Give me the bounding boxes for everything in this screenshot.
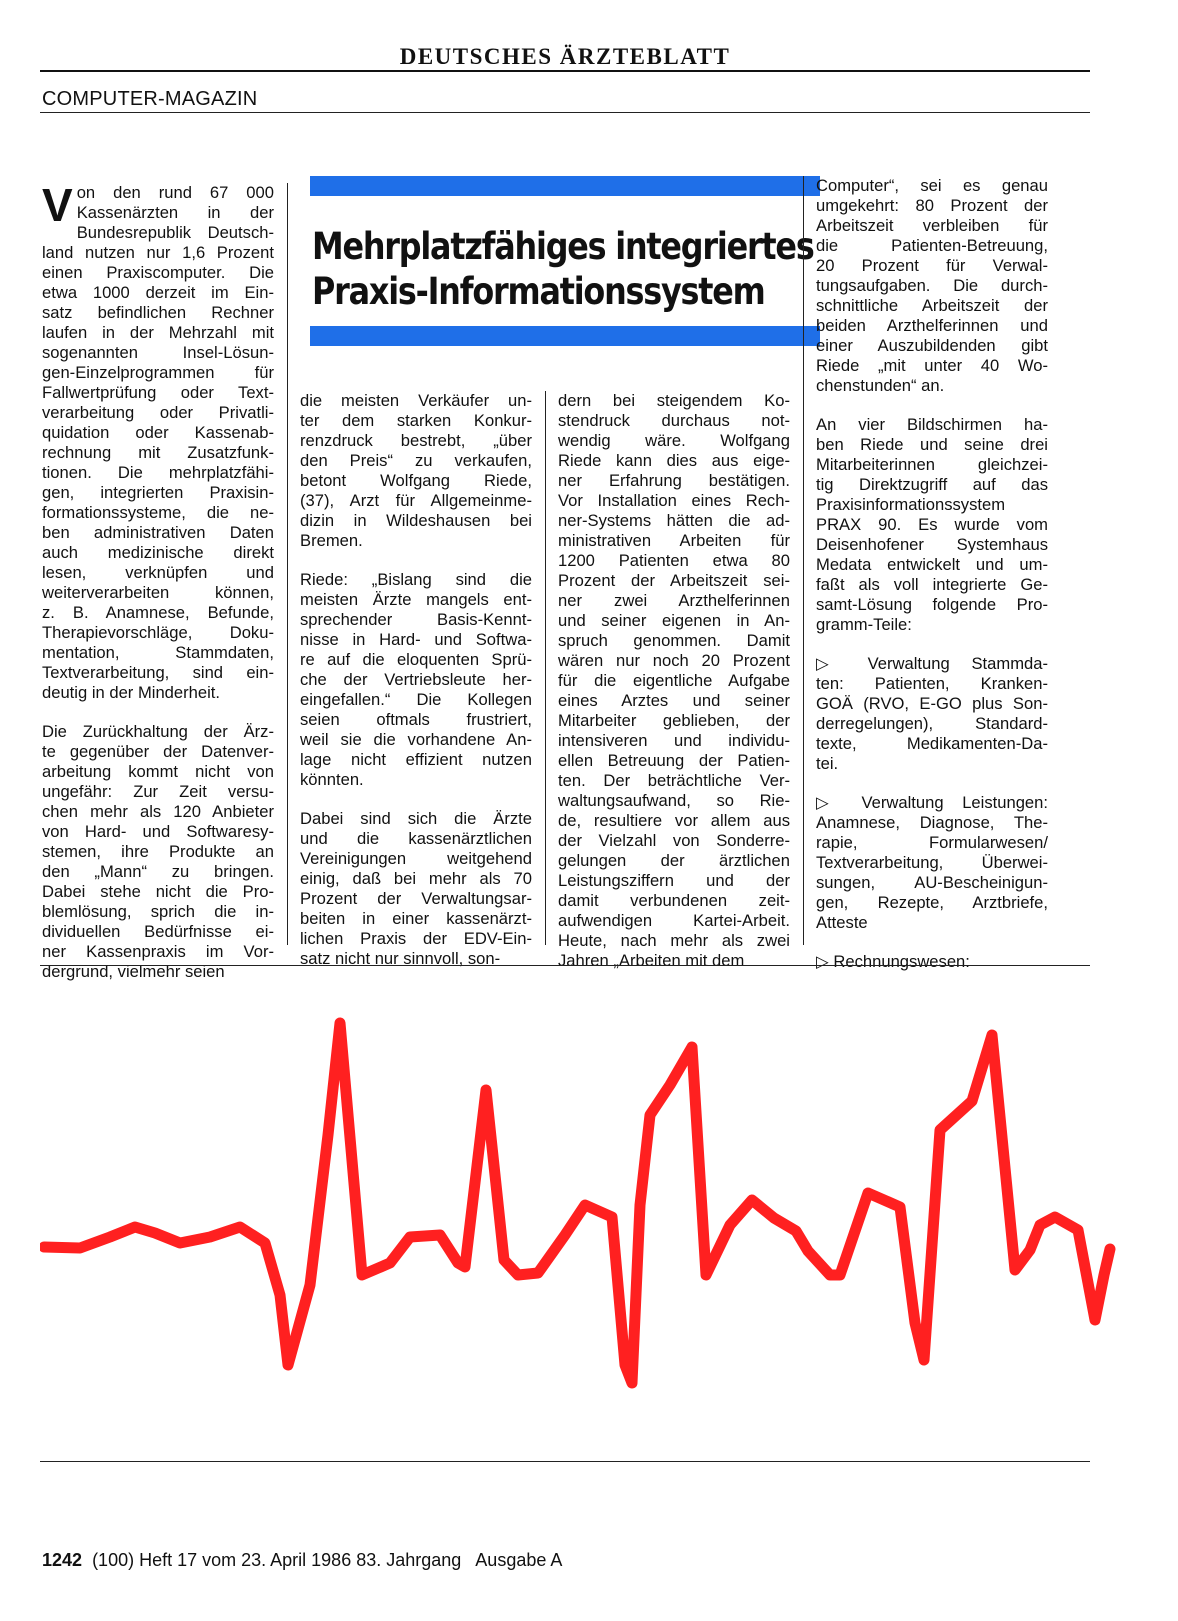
footer	[42, 1550, 562, 1571]
text-line: Prozent der Verwaltungsar-	[300, 889, 532, 908]
text-line: sogenannten Insel-Lösun-	[42, 343, 274, 362]
section-rule	[40, 112, 1090, 113]
text-line: Textverarbeitung, Überwei-	[816, 853, 1048, 872]
article-column-4	[816, 176, 1048, 991]
text-line: lesen, verknüpfen und	[42, 563, 274, 582]
text-line: te gegenüber der Datenver-	[42, 742, 274, 761]
text-line: Praxisinformationssystem	[816, 495, 1006, 514]
text-line: chenstunden“ an.	[816, 376, 945, 395]
paragraph	[42, 722, 274, 982]
headline-bottom-bar	[310, 326, 820, 346]
text-line: satz nicht nur sinnvoll, son-	[300, 949, 501, 968]
paragraph	[558, 391, 790, 971]
text-line: Riede: „Bislang sind die	[300, 570, 532, 589]
text-line: dividuellen Bedürfnisse ei-	[42, 922, 274, 941]
text-line: arbeitung kommt nicht von	[42, 762, 274, 781]
text-line: einer Auszubildenden gibt	[816, 336, 1048, 355]
paragraph	[300, 391, 532, 551]
text-line: Therapievorschläge, Doku-	[42, 623, 274, 642]
article-column-1	[42, 179, 274, 1001]
text-line: ner zwei Arzthelferinnen	[558, 591, 790, 610]
text-line: aufwendigen Kartei-Arbeit.	[558, 911, 790, 930]
issue-info: (100) Heft 17 vom 23. April 1986 83. Jahrgang Ausgabe A	[92, 1550, 563, 1570]
text-line: (37), Arzt für Allgemeinme-	[300, 491, 532, 510]
text-line: samt-Lösung folgende Pro-	[816, 595, 1048, 614]
masthead-rule	[40, 70, 1090, 72]
headline-line-1: Mehrplatzfähiges integriertes	[312, 225, 814, 268]
text-line: formationssysteme, die ne-	[42, 503, 274, 522]
headline-top-bar	[310, 176, 820, 196]
text-line: dern bei steigendem Ko-	[558, 391, 790, 410]
text-line: renzdruck bestrebt, „über	[300, 431, 532, 450]
text-line: Bundesrepublik Deutsch-	[76, 223, 274, 242]
text-line: weil sie die vorhandene An-	[300, 730, 532, 749]
paragraph	[300, 570, 532, 790]
text-line: on den rund 67 000	[76, 183, 274, 202]
headline-line-2: Praxis-Informationssystem	[312, 270, 765, 313]
text-line: Kassenärzten in der	[76, 203, 274, 222]
text-line: Arbeitszeit verbleiben für	[816, 216, 1048, 235]
text-line: von Hard- und Softwaresy-	[42, 822, 274, 841]
text-line: ministrativen Arbeiten für	[558, 531, 790, 550]
column-divider-3	[803, 176, 804, 945]
text-line: dizin in Wildeshausen bei	[300, 511, 532, 530]
text-line: einen Praxiscomputer. Die	[42, 263, 274, 282]
text-line: schnittliche Arbeitszeit der	[816, 296, 1048, 315]
text-line: Textverarbeitung, sind ein-	[42, 663, 274, 682]
text-line: gen-Einzelprogrammen für	[42, 363, 274, 382]
text-line: nisse in Hard- und Softwa-	[300, 630, 532, 649]
column-divider-2	[545, 391, 546, 945]
text-line: quidation oder Kassenab-	[42, 423, 274, 442]
text-line: PRAX 90. Es wurde vom	[816, 515, 1048, 534]
text-line: GOÄ (RVO, E-GO plus Son-	[816, 694, 1048, 713]
text-line: wendig wäre. Wolfgang	[558, 431, 790, 450]
text-line: lage nicht effizient nutzen	[300, 750, 532, 769]
ecg-trace-icon	[40, 1005, 1138, 1450]
text-line: betont Wolfgang Riede,	[300, 471, 532, 490]
text-line: ner-Systems hätten die ad-	[558, 511, 790, 530]
text-line: faßt als voll integrierte Ge-	[816, 575, 1048, 594]
text-line: de, resultiere vor allem aus	[558, 811, 790, 830]
paragraph	[816, 654, 1048, 774]
footer-rule	[40, 1461, 1090, 1462]
text-line: Dabei sind sich die Ärzte	[300, 809, 532, 828]
text-line: 20 Prozent für Verwal-	[816, 256, 1048, 275]
text-line: die meisten Verkäufer un-	[300, 391, 532, 410]
text-line: Medata entwickelt und um-	[816, 555, 1048, 574]
text-line: tionen. Die mehrplatzfähi-	[42, 463, 274, 482]
drop-cap: V	[42, 179, 73, 231]
text-line: Atteste	[816, 913, 868, 932]
text-line: intensiveren und individu-	[558, 731, 790, 750]
text-line: Mitarbeiter geblieben, der	[558, 711, 790, 730]
text-line: weiterverarbeiten können,	[42, 583, 274, 602]
text-line: ▷ Rechnungswesen:	[816, 952, 970, 971]
text-line: rapie, Formularwesen/	[816, 833, 1048, 852]
text-line: ben Riede und seine drei	[816, 435, 1048, 454]
text-line: ▷ Verwaltung Stammda-	[816, 654, 1048, 673]
text-line: tungsaufgaben. Die durch-	[816, 276, 1048, 295]
text-line: Bremen.	[300, 531, 363, 550]
text-line: Prozent der Arbeitszeit sei-	[558, 571, 790, 590]
text-line: land nutzen nur 1,6 Prozent	[42, 243, 274, 262]
text-line: auch medizinische direkt	[42, 543, 274, 562]
text-line: Leistungsziffern und der	[558, 871, 790, 890]
text-line: texte, Medikamenten-Da-	[816, 734, 1048, 753]
text-line: für die eigentliche Aufgabe	[558, 671, 790, 690]
headline	[312, 224, 814, 314]
text-line: und seiner eigenen in An-	[558, 611, 790, 630]
paragraph	[816, 793, 1048, 933]
text-line: könnten.	[300, 770, 364, 789]
text-line: tei.	[816, 754, 839, 773]
text-line: beiten in einer kassenärzt-	[300, 909, 532, 928]
section-label: COMPUTER-MAGAZIN	[42, 88, 258, 110]
text-line: tig Direktzugriff auf das	[816, 475, 1048, 494]
text-line: che der Vertriebsleute her-	[300, 670, 532, 689]
text-line: verarbeitung oder Privatli-	[42, 403, 274, 422]
text-line: ner Kassenpraxis im Vor-	[42, 942, 274, 961]
text-line: ungefähr: Zur Zeit versu-	[42, 782, 274, 801]
ecg-trace-line	[44, 1023, 1110, 1383]
text-line: sprechender Basis-Kennt-	[300, 610, 532, 629]
text-line: eines Arztes und seiner	[558, 691, 790, 710]
article-column-2	[300, 391, 532, 988]
paragraph	[816, 176, 1048, 396]
text-line: laufen in der Mehrzahl mit	[42, 323, 274, 342]
text-line: lichen Praxis der EDV-Ein-	[300, 929, 532, 948]
text-line: stendruck durchaus not-	[558, 411, 790, 430]
text-line: re auf die eloquenten Sprü-	[300, 650, 532, 669]
text-line: Vor Installation eines Rech-	[558, 491, 790, 510]
paragraph	[300, 809, 532, 969]
text-line: derregelungen), Standard-	[816, 714, 1048, 733]
text-line: etwa 1000 derzeit im Ein-	[42, 283, 274, 302]
text-line: rechnung mit Zusatzfunk-	[42, 443, 274, 462]
text-line: den „Mann“ zu bringen.	[42, 862, 274, 881]
text-line: gramm-Teile:	[816, 615, 912, 634]
text-line: ner Erfahrung bestätigen.	[558, 471, 790, 490]
text-line: Heute, nach mehr als zwei	[558, 931, 790, 950]
text-line: der Vielzahl von Sonderre-	[558, 831, 790, 850]
text-line: ben administrativen Daten	[42, 523, 274, 542]
text-line: gen, integrierten Praxisin-	[42, 483, 274, 502]
text-line: Vereinigungen weitgehend	[300, 849, 532, 868]
text-line: Die Zurückhaltung der Ärz-	[42, 722, 274, 741]
text-line: Fallwertprüfung oder Text-	[42, 383, 274, 402]
text-line: den Preis“ zu verkaufen,	[300, 451, 532, 470]
text-line: gelungen der ärztlichen	[558, 851, 790, 870]
text-line: eingefallen.“ Die Kollegen	[300, 690, 532, 709]
text-line: Dabei stehe nicht die Pro-	[42, 882, 274, 901]
text-line: mentation, Stammdaten,	[42, 643, 274, 662]
text-line: einig, daß bei mehr als 70	[300, 869, 532, 888]
text-line: seien oftmals frustriert,	[300, 710, 532, 729]
text-line: und die kassenärztlichen	[300, 829, 532, 848]
paragraph	[42, 179, 274, 703]
body-bottom-rule	[40, 965, 1090, 966]
paragraph	[816, 415, 1048, 635]
text-line: chen mehr als 120 Anbieter	[42, 802, 274, 821]
text-line: beiden Arzthelferinnen und	[816, 316, 1048, 335]
text-line: damit verbundenen zeit-	[558, 891, 790, 910]
text-line: deutig in der Minderheit.	[42, 683, 221, 702]
text-line: waltungsaufwand, so Rie-	[558, 791, 790, 810]
text-line: spruch genommen. Damit	[558, 631, 790, 650]
page-number: 1242	[42, 1550, 83, 1570]
text-line: ▷ Verwaltung Leistungen:	[816, 793, 1048, 812]
text-line: Deisenhofener Systemhaus	[816, 535, 1048, 554]
text-line: wären nur noch 20 Prozent	[558, 651, 790, 670]
text-line: z. B. Anamnese, Befunde,	[42, 603, 274, 622]
text-line: ter dem starken Konkur-	[300, 411, 532, 430]
text-line: ten: Patienten, Kranken-	[816, 674, 1048, 693]
text-line: die Patienten-Betreuung,	[816, 236, 1048, 255]
column-divider-1	[287, 183, 288, 945]
text-line: blemlösung, sprich die in-	[42, 902, 274, 921]
text-line: Anamnese, Diagnose, The-	[816, 813, 1048, 832]
text-line: Riede „mit unter 40 Wo-	[816, 356, 1048, 375]
text-line: dergrund, vielmehr seien	[42, 962, 225, 981]
text-line: Mitarbeiterinnen gleichzei-	[816, 455, 1048, 474]
article-column-3	[558, 391, 790, 990]
text-line: satz befindlichen Rechner	[42, 303, 274, 322]
text-line: Jahren „Arbeiten mit dem	[558, 951, 745, 970]
text-line: umgekehrt: 80 Prozent der	[816, 196, 1048, 215]
text-line: ellen Betreuung der Patien-	[558, 751, 790, 770]
masthead: DEUTSCHES ÄRZTEBLATT	[399, 44, 731, 69]
text-line: 1200 Patienten etwa 80	[558, 551, 790, 570]
text-line: An vier Bildschirmen ha-	[816, 415, 1048, 434]
text-line: meisten Ärzte mangels ent-	[300, 590, 532, 609]
text-line: Computer“, sei es genau	[816, 176, 1048, 195]
text-line: gen, Rezepte, Arztbriefe,	[816, 893, 1048, 912]
paragraph	[816, 952, 1048, 972]
text-line: stemen, ihre Produkte an	[42, 842, 274, 861]
text-line: Riede kann dies aus eige-	[558, 451, 790, 470]
text-line: sungen, AU-Bescheinigun-	[816, 873, 1048, 892]
text-line: ten. Der beträchtliche Ver-	[558, 771, 790, 790]
